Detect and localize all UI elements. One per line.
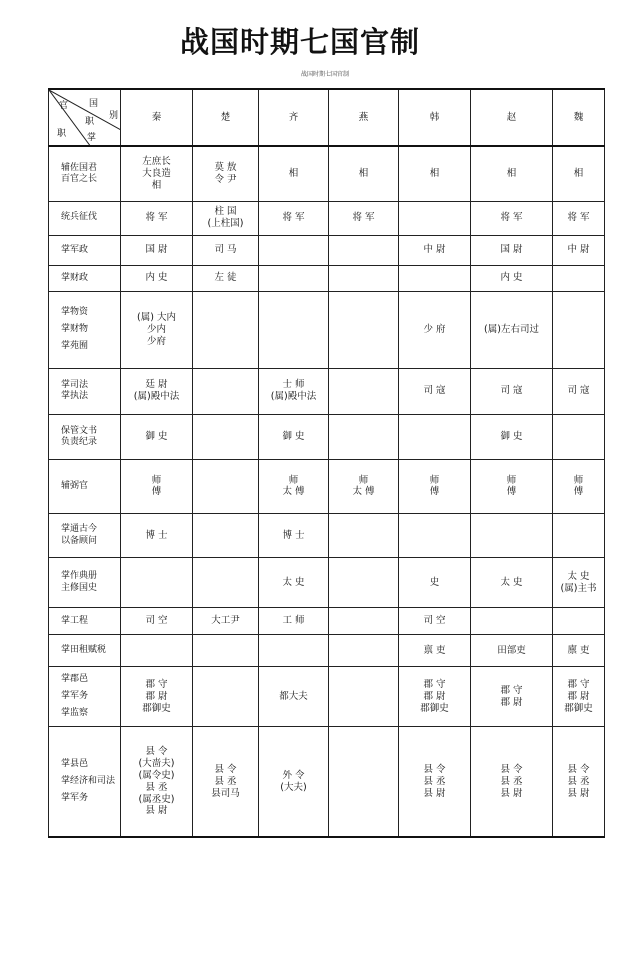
office-cell-wei [553,727,605,837]
office-title: (属丞史) [138,793,175,805]
office-title: 司 寇 [500,385,523,397]
duty-label: 主修国史 [61,582,98,593]
office-title: 县 尉 [145,805,168,817]
duty-cell [49,635,121,667]
corner-label-zhang: 掌 [87,133,97,143]
office-title: 傅 [429,486,440,498]
office-title: 司 空 [145,615,168,627]
table-row [49,414,605,459]
office-title: (属)左右司过 [484,323,539,335]
office-title: 司 寇 [567,385,590,397]
office-cell-yan [329,667,399,727]
office-title: 太 傅 [352,486,375,498]
office-cell-qin [121,558,193,608]
duty-label: 统兵征伐 [61,212,98,223]
office-cell-qin [121,635,193,667]
office-title: 少 府 [423,323,446,335]
office-title: 县 令 [145,746,168,757]
page-title: 战国时期七国官制 [179,25,420,59]
duty-label: 掌执法 [61,391,89,402]
office-cell-han [399,291,471,368]
office-cell-yan [329,201,399,235]
office-title: 国 尉 [500,244,523,256]
corner-label-bie: 别 [109,111,119,121]
office-cell-zhao [471,201,553,235]
duty-cell [49,514,121,558]
office-title: 田部吏 [497,644,526,656]
office-cell-zhao [471,558,553,608]
office-title: 御 史 [282,430,305,442]
office-title: 御 史 [500,430,523,442]
duty-label: 掌工程 [61,615,89,626]
office-cell-yan [329,414,399,459]
office-title: 将 军 [352,212,375,224]
corner-label-guo: 国 [89,99,99,109]
office-title: 司 马 [214,244,237,256]
office-title: 柱 国 [214,206,237,218]
office-title: 师 [151,474,162,486]
office-title: 郡 尉 [423,690,446,702]
office-title: 内 史 [500,272,523,284]
office-cell-zhao [471,368,553,414]
duty-label: 掌通古今 [61,524,98,535]
duty-label: 掌军务 [61,691,89,702]
office-cell-wei [553,459,605,513]
table-row [49,558,605,608]
office-title: 傅 [573,486,584,498]
office-cell-chu [193,201,259,235]
office-cell-wei [553,667,605,727]
office-cell-han [399,414,471,459]
office-title: 博 士 [145,529,168,541]
office-cell-han [399,459,471,513]
office-title: (属)主书 [560,582,597,594]
duty-cell [49,608,121,635]
office-cell-yan [329,459,399,513]
office-cell-wei [553,146,605,201]
office-title: 廪 吏 [567,644,590,656]
state-header-yan: 燕 [329,89,399,146]
duty-label: 掌作典册 [61,571,98,582]
office-cell-han [399,514,471,558]
officials-table [48,88,605,838]
duty-label: 辅佐国君 [61,162,98,173]
office-title: 相 [358,167,369,179]
office-cell-zhao [471,265,553,291]
table-row [49,235,605,265]
office-title: (属令史) [138,769,175,781]
duty-label: 掌经济和司法 [61,776,116,786]
office-cell-zhao [471,667,553,727]
office-cell-han [399,201,471,235]
office-title: 师 [573,474,584,486]
office-cell-qi [259,414,329,459]
duty-label: 掌县邑 [61,758,89,769]
office-cell-chu [193,291,259,368]
office-cell-wei [553,235,605,265]
office-cell-zhao [471,291,553,368]
office-title: 太 史 [282,576,305,588]
office-cell-han [399,727,471,837]
office-cell-chu [193,146,259,201]
table-row [49,265,605,291]
office-title: 郡御史 [420,702,449,714]
office-title: 大工尹 [211,615,240,627]
office-title: 太 史 [567,570,590,582]
office-title: 郡 守 [423,678,446,690]
office-title: 相 [573,167,584,179]
duty-cell [49,146,121,201]
office-title: 大良造 [142,167,171,179]
office-cell-chu [193,635,259,667]
office-cell-qi [259,368,329,414]
office-cell-qi [259,459,329,513]
office-title: 相 [151,179,162,191]
office-cell-qi [259,201,329,235]
office-cell-yan [329,291,399,368]
office-cell-qi [259,265,329,291]
office-cell-zhao [471,414,553,459]
duty-label: 百官之长 [61,173,98,184]
office-title: 太 傅 [282,486,305,498]
duty-label: 掌财物 [61,324,89,335]
office-cell-qi [259,146,329,201]
office-cell-qin [121,235,193,265]
office-title: 郡 尉 [500,696,523,708]
office-cell-qi [259,608,329,635]
office-cell-han [399,265,471,291]
office-title: 县 丞 [567,775,590,787]
office-title: 博 士 [282,529,305,541]
office-title: 郡 守 [500,684,523,696]
duty-cell [49,459,121,513]
office-cell-yan [329,635,399,667]
state-header-chu: 楚 [193,89,259,146]
office-cell-qin [121,291,193,368]
office-title: 内 史 [145,272,168,284]
state-header-han: 韩 [399,89,471,146]
office-title: 少内 [146,323,166,335]
office-title: (属) 大内 [137,311,176,323]
table-row [49,146,605,201]
office-title: 将 军 [567,212,590,224]
office-cell-yan [329,235,399,265]
office-title: 郡 守 [145,678,168,690]
office-title: 县 丞 [145,781,168,793]
office-cell-zhao [471,459,553,513]
office-title: 郡 守 [567,678,590,690]
duty-label: 保管文书 [61,425,98,436]
office-title: 司 空 [423,615,446,627]
office-title: (上柱国) [207,218,244,230]
duty-label: 掌郡邑 [61,673,89,684]
office-cell-chu [193,235,259,265]
office-cell-qi [259,291,329,368]
office-cell-zhao [471,514,553,558]
office-cell-han [399,235,471,265]
office-cell-wei [553,635,605,667]
office-cell-qin [121,201,193,235]
office-title: 将 军 [282,212,305,224]
office-cell-chu [193,667,259,727]
duty-cell [49,235,121,265]
duty-label: 掌军政 [61,244,89,255]
duty-label: 负责纪录 [61,436,98,447]
office-cell-wei [553,201,605,235]
office-cell-qin [121,146,193,201]
office-cell-qi [259,514,329,558]
office-title: 师 [506,474,517,486]
table-row [49,201,605,235]
office-cell-zhao [471,727,553,837]
office-title: 县 令 [567,763,590,775]
office-title: 国 尉 [145,244,168,256]
duty-label: 掌司法 [61,380,89,391]
office-title: 师 [288,474,299,486]
office-title: 史 [429,576,440,588]
office-title: 相 [429,167,440,179]
office-title: 县 尉 [500,787,523,799]
office-cell-zhao [471,608,553,635]
office-cell-wei [553,368,605,414]
office-cell-chu [193,265,259,291]
office-title: 廷 尉 [145,379,168,391]
office-cell-yan [329,727,399,837]
office-cell-han [399,635,471,667]
state-header-zhao: 赵 [471,89,553,146]
office-title: 中 尉 [423,244,446,256]
office-title: 左 徒 [214,272,237,284]
office-title: 莫 敖 [214,161,237,173]
office-cell-zhao [471,635,553,667]
duty-cell [49,201,121,235]
office-title: 郡 尉 [567,690,590,702]
office-title: 相 [288,167,299,179]
office-title: 太 史 [500,576,523,588]
office-title: 将 军 [145,212,168,224]
duty-label: 掌苑囿 [61,341,89,352]
office-title: 中 尉 [567,244,590,256]
table-row [49,727,605,837]
office-cell-yan [329,265,399,291]
table-row [49,514,605,558]
office-cell-chu [193,514,259,558]
office-cell-chu [193,558,259,608]
office-cell-chu [193,727,259,837]
office-cell-wei [553,558,605,608]
office-cell-yan [329,608,399,635]
table-row [49,368,605,414]
office-cell-yan [329,146,399,201]
duty-label: 掌财政 [61,272,89,283]
duty-label: 掌监察 [61,708,89,719]
office-cell-han [399,558,471,608]
office-title: 县 丞 [500,775,523,787]
office-cell-qi [259,558,329,608]
office-cell-qin [121,667,193,727]
duty-label: 掌物资 [61,306,89,317]
table-caption: 战国时期七国官制 [300,71,349,78]
office-title: 相 [506,167,517,179]
table-row [49,608,605,635]
office-title: 县 丞 [423,775,446,787]
office-cell-yan [329,368,399,414]
office-title: 县 尉 [423,787,446,799]
duty-cell [49,727,121,837]
header-row [49,89,605,146]
office-cell-han [399,146,471,201]
office-cell-qin [121,459,193,513]
office-cell-qi [259,667,329,727]
office-title: (大啬夫) [138,757,175,769]
duty-cell [49,558,121,608]
office-title: 傅 [151,486,162,498]
office-title: 令 尹 [214,173,237,185]
office-cell-han [399,667,471,727]
corner-label-zhi-2: 职 [57,129,67,139]
office-title: 郡御史 [564,702,593,714]
office-title: 县 尉 [567,787,590,799]
office-title: 御 史 [145,430,168,442]
table-row [49,667,605,727]
office-cell-qin [121,514,193,558]
office-title: (大夫) [280,781,307,793]
office-title: 县 令 [500,763,523,775]
office-cell-zhao [471,146,553,201]
office-title: 郡 尉 [145,690,168,702]
state-header-qi: 齐 [259,89,329,146]
duty-cell [49,291,121,368]
office-title: 将 军 [500,212,523,224]
office-cell-qin [121,368,193,414]
duty-label: 以备顾问 [61,535,98,546]
office-title: 禀 吏 [423,644,446,656]
office-title: 外 令 [282,769,305,781]
office-cell-qi [259,727,329,837]
state-header-qin: 秦 [121,89,193,146]
office-cell-zhao [471,235,553,265]
duty-cell [49,414,121,459]
office-title: 师 [429,474,440,486]
office-title: 师 [358,474,369,486]
office-title: 县司马 [211,787,240,799]
office-cell-qi [259,635,329,667]
corner-cell [49,89,121,146]
office-cell-qin [121,608,193,635]
office-cell-chu [193,414,259,459]
office-title: 县 丞 [214,775,237,787]
office-title: (属)殿中法 [133,391,180,403]
duty-cell [49,265,121,291]
corner-label-zhi-1: 职 [85,117,95,127]
table-row [49,291,605,368]
office-cell-qi [259,235,329,265]
office-title: 工 师 [282,615,305,627]
office-cell-wei [553,414,605,459]
state-header-wei: 魏 [553,89,605,146]
office-title: 傅 [506,486,517,498]
duty-label: 掌田租赋税 [61,645,107,656]
office-title: 左庶长 [142,155,171,167]
office-title: 郡御史 [142,702,171,714]
office-title: 县 令 [214,763,237,775]
office-cell-qin [121,414,193,459]
office-cell-chu [193,368,259,414]
table-row [49,635,605,667]
corner-label-guan: 官 [59,101,69,111]
office-cell-qin [121,265,193,291]
duty-label: 辅弼官 [61,480,89,491]
table-row [49,459,605,513]
office-cell-chu [193,459,259,513]
office-title: (属)殿中法 [270,391,317,403]
office-cell-wei [553,514,605,558]
office-title: 士 师 [282,379,305,391]
office-cell-wei [553,608,605,635]
office-title: 县 令 [423,763,446,775]
office-cell-han [399,608,471,635]
office-title: 都大夫 [279,690,308,702]
office-cell-yan [329,558,399,608]
office-cell-wei [553,265,605,291]
office-title: 少府 [146,335,166,347]
office-cell-qin [121,727,193,837]
duty-cell [49,667,121,727]
office-title: 司 寇 [423,385,446,397]
duty-label: 掌军务 [61,793,89,804]
office-cell-wei [553,291,605,368]
office-cell-yan [329,514,399,558]
office-cell-chu [193,608,259,635]
duty-cell [49,368,121,414]
office-cell-han [399,368,471,414]
